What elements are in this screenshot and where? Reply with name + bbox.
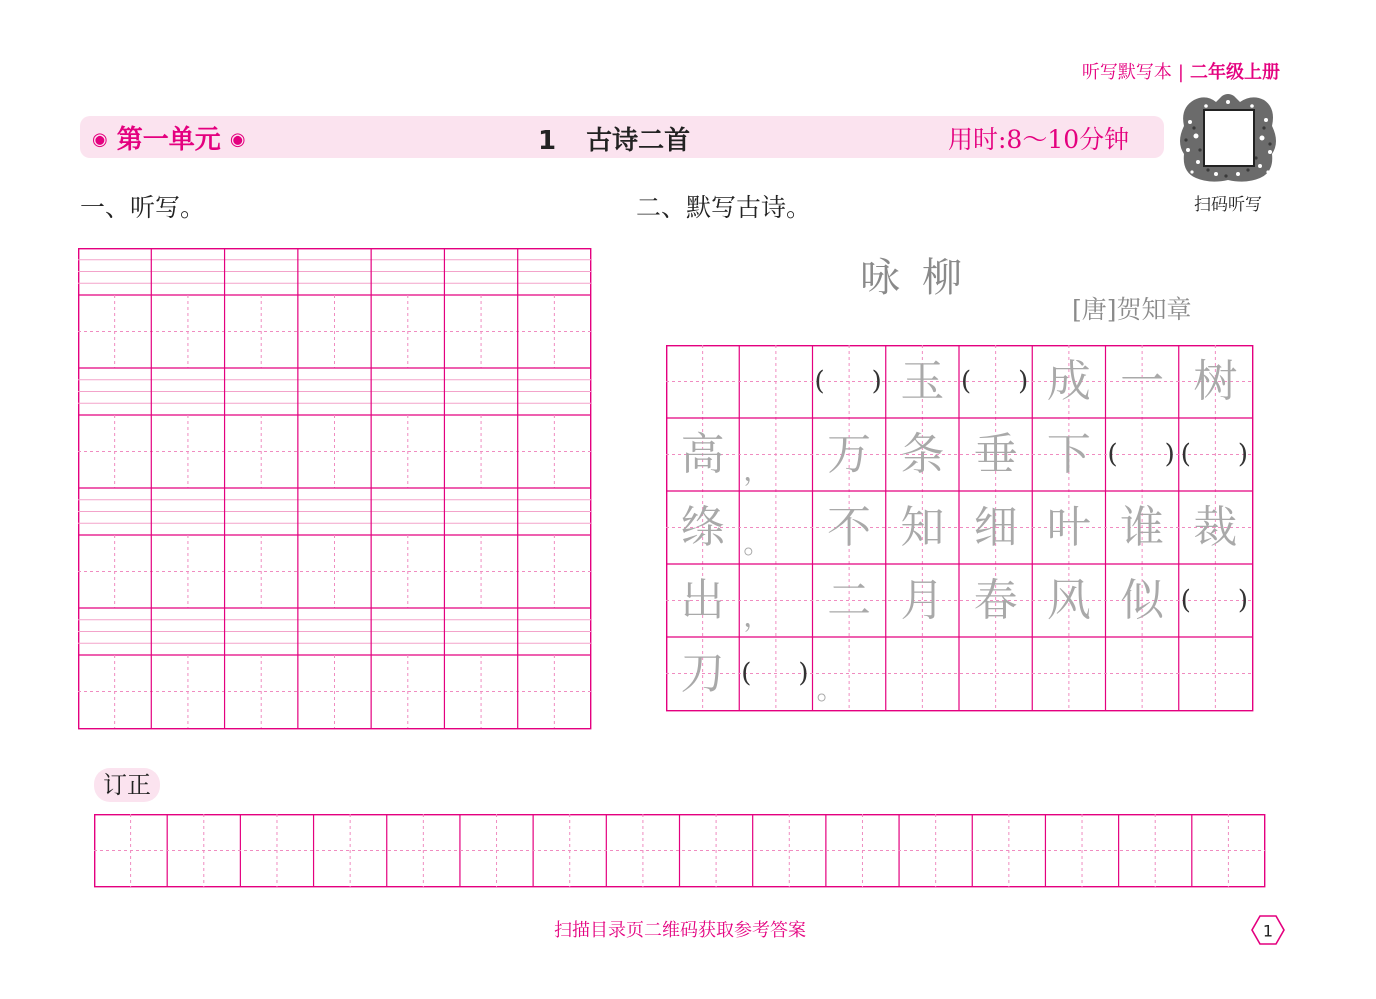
poem-character: 高 [680, 429, 725, 480]
poem-character: 知 [900, 502, 945, 553]
poem-character: 谁 [1120, 502, 1165, 553]
correction-label: 订正 [94, 768, 160, 802]
poem-grid[interactable] [666, 345, 1254, 712]
poem-author: [唐]贺知章 [1072, 295, 1192, 324]
unit-label: 第一单元 [116, 125, 221, 155]
poem-character: 月 [900, 575, 945, 626]
correction-grid[interactable] [94, 814, 1266, 888]
poem-character: 裁 [1193, 502, 1238, 553]
poem-character: 成 [1046, 356, 1091, 407]
bullet-icon: ◉ [229, 129, 246, 150]
book-brand [1082, 58, 1280, 84]
lesson-title [538, 120, 690, 157]
page-number: 1 [1262, 921, 1274, 941]
answer-blank[interactable]: ( ) [814, 366, 882, 397]
poem-character: 似 [1120, 575, 1165, 626]
poem-character: 出 [680, 575, 725, 626]
answer-blank[interactable]: ( ) [1107, 439, 1175, 470]
dictation-heading: 一、听写。 [80, 193, 206, 222]
lesson-name: 古诗二首 [586, 126, 691, 156]
poem-punctuation: ， [743, 600, 772, 634]
poem-title: 咏柳 [860, 255, 984, 301]
poem-character: 二 [827, 575, 872, 626]
poem-character: 绦 [680, 502, 725, 553]
poem-character: 一 [1120, 356, 1165, 407]
grade-label: 二年级上册 [1190, 62, 1280, 83]
poem-heading: 二、默写古诗。 [636, 193, 812, 222]
page-number-badge [1248, 910, 1288, 950]
poem-character: 树 [1193, 356, 1238, 407]
poem-character: 刀 [680, 648, 725, 699]
poem-punctuation: 。 [743, 527, 772, 561]
poem-character: 春 [973, 575, 1018, 626]
poem-punctuation: ， [743, 454, 772, 488]
answer-blank[interactable]: ( ) [961, 366, 1029, 397]
poem-character: 风 [1046, 575, 1091, 626]
brand-divider: | [1177, 62, 1184, 83]
time-limit: 用时:8～10分钟 [948, 125, 1130, 154]
qr-label: 扫码听写 [1194, 195, 1262, 215]
poem-character: 不 [827, 502, 872, 553]
answer-hint: 扫描目录页二维码获取参考答案 [554, 920, 806, 941]
poem-character: 叶 [1046, 502, 1091, 553]
lesson-number: 1 [538, 126, 557, 156]
answer-blank[interactable]: ( ) [741, 658, 809, 689]
poem-character: 垂 [973, 429, 1018, 480]
poem-character: 万 [827, 429, 872, 480]
bullet-icon: ◉ [92, 129, 108, 150]
poem-character: 条 [900, 429, 945, 480]
poem-punctuation: 。 [816, 673, 845, 707]
dictation-grid[interactable] [78, 248, 592, 730]
qr-code-icon[interactable] [1176, 92, 1280, 182]
poem-character: 细 [973, 502, 1018, 553]
answer-blank[interactable]: ( ) [1180, 439, 1248, 470]
answer-blank[interactable]: ( ) [1180, 585, 1248, 616]
poem-character: 下 [1046, 429, 1091, 480]
poem-character: 玉 [900, 356, 945, 407]
brand-name: 听写默写本 [1081, 62, 1172, 83]
unit-title [92, 119, 246, 156]
